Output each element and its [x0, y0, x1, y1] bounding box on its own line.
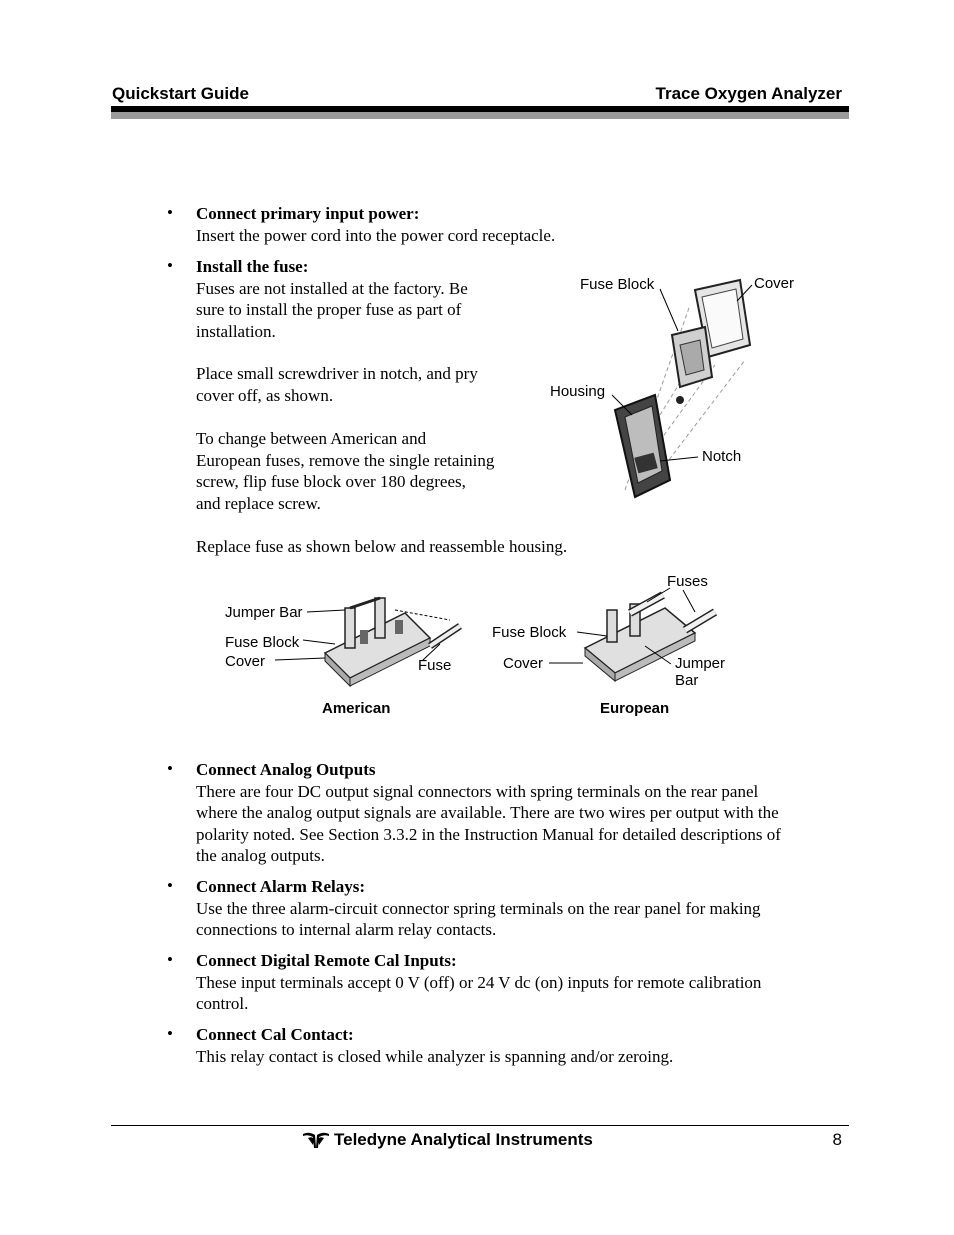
- fuse-p1-line: Fuses are not installed at the factory. Be: [196, 278, 468, 298]
- item-analog-title: Connect Analog Outputs: [196, 760, 376, 779]
- fuse-p1-line: sure to install the proper fuse as part of: [196, 300, 462, 319]
- american-caption: American: [322, 700, 391, 717]
- european-label-cover: Cover: [503, 655, 544, 672]
- item-fuse: [196, 256, 468, 342]
- european-label-bar: Bar: [675, 672, 699, 689]
- label-cover: Cover: [754, 275, 795, 292]
- footer-company: Teledyne Analytical Instruments: [334, 1130, 593, 1149]
- fuse-p3-line: European fuses, remove the single retaining: [196, 450, 495, 470]
- fuse-housing-figure: [540, 265, 820, 510]
- fuse-p4: Replace fuse as shown below and reassemble housing.: [196, 537, 568, 556]
- analog-line: where the analog output signals are available. There are two wires per output with the: [196, 803, 779, 822]
- header-title-right: Trace Oxygen Analyzer: [655, 84, 842, 103]
- item-alarm: [196, 876, 761, 941]
- european-caption: European: [600, 700, 670, 717]
- fuse-types-figure: [215, 568, 745, 726]
- bullet-analog: •: [167, 759, 173, 778]
- bullet-digital: •: [167, 950, 173, 969]
- alarm-line: Use the three alarm-circuit connector spring terminals on the rear panel for making: [196, 898, 761, 918]
- analog-line: polarity noted. See Section 3.3.2 in the Instruction Manual for detailed descriptions of: [196, 824, 781, 844]
- bullet-fuse: •: [167, 256, 173, 275]
- item-cal: [196, 1024, 673, 1067]
- european-label-fuses: Fuses: [667, 573, 708, 590]
- digital-line: These input terminals accept 0 V (off) or 24 V dc (on) inputs for remote calibration: [196, 972, 762, 992]
- label-housing: Housing: [550, 383, 606, 400]
- bullet-power: •: [167, 203, 173, 222]
- analog-line: There are four DC output signal connectors with spring terminals on the rear panel: [196, 781, 759, 801]
- item-power-text: Insert the power cord into the power cord receptacle.: [196, 225, 556, 245]
- fuse-p3-line: and replace screw.: [196, 493, 321, 513]
- alarm-line: connections to internal alarm relay contacts.: [196, 920, 497, 939]
- american-label-cover: Cover: [225, 653, 266, 670]
- item-alarm-title: Connect Alarm Relays:: [196, 877, 366, 896]
- fuse-p3-line: screw, flip fuse block over 180 degrees,: [196, 472, 466, 491]
- item-digital-title: Connect Digital Remote Cal Inputs:: [196, 951, 457, 970]
- item-cal-text: This relay contact is closed while analyzer is spanning and/or zeroing.: [196, 1046, 674, 1066]
- american-label-fuse: Fuse: [418, 657, 452, 674]
- bullet-cal: •: [167, 1024, 173, 1043]
- item-power-title: Connect primary input power:: [196, 204, 420, 223]
- header-rule-shadow: [111, 112, 849, 119]
- footer-page-number: 8: [832, 1130, 842, 1149]
- fuse-p1-line: installation.: [196, 321, 276, 341]
- fuse-p3-line: To change between American and: [196, 429, 427, 448]
- bullet-alarm: •: [167, 876, 173, 895]
- american-label-jumper-bar: Jumper Bar: [225, 604, 303, 621]
- european-label-jumper: Jumper: [675, 655, 726, 672]
- american-label-fuse-block: Fuse Block: [225, 634, 300, 651]
- item-cal-title: Connect Cal Contact:: [196, 1025, 354, 1044]
- analog-line: the analog outputs.: [196, 846, 325, 865]
- header-title-left: Quickstart Guide: [112, 84, 249, 103]
- fuse-block-shape: [672, 327, 712, 404]
- teledyne-logo-icon: [302, 1131, 330, 1149]
- item-power: [196, 203, 555, 246]
- item-analog: [196, 759, 781, 867]
- digital-line: control.: [196, 994, 249, 1013]
- item-digital: [196, 950, 761, 1015]
- fuse-p3: [196, 428, 494, 514]
- label-fuse-block: Fuse Block: [580, 276, 655, 293]
- label-notch: Notch: [702, 448, 742, 465]
- european-label-fuse-block: Fuse Block: [492, 624, 567, 641]
- housing-shape: [615, 395, 670, 497]
- fuse-p2-line: cover off, as shown.: [196, 385, 334, 405]
- fuse-p2-line: Place small screwdriver in notch, and pry: [196, 364, 478, 383]
- fuse-p2: [196, 363, 478, 406]
- footer-rule: [111, 1125, 849, 1126]
- item-fuse-title: Install the fuse:: [196, 257, 309, 276]
